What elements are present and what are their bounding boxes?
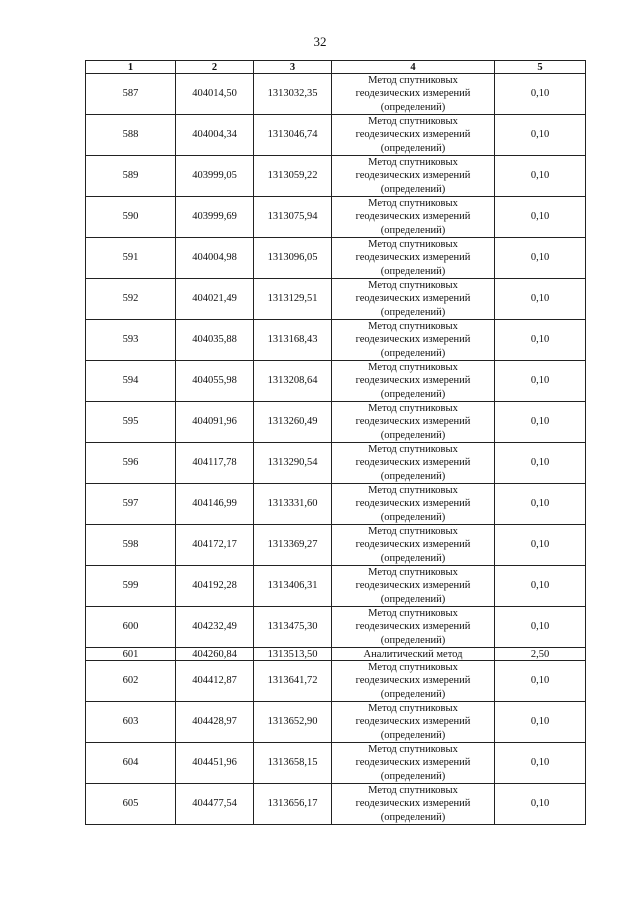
accuracy-value: 0,10 bbox=[495, 238, 586, 279]
method-line: геодезических измерений bbox=[355, 675, 471, 687]
accuracy-value: 0,10 bbox=[495, 784, 586, 825]
method-line: Метод спутниковых bbox=[368, 662, 458, 674]
method-line: геодезических измерений bbox=[355, 498, 471, 510]
method-line: геодезических измерений bbox=[355, 798, 471, 810]
coordinate-y: 1313641,72 bbox=[254, 661, 332, 702]
accuracy-value: 0,10 bbox=[495, 702, 586, 743]
accuracy-value: 0,10 bbox=[495, 320, 586, 361]
method-line: геодезических измерений bbox=[355, 757, 471, 769]
method-line: геодезических измерений bbox=[355, 580, 471, 592]
accuracy-value: 0,10 bbox=[495, 525, 586, 566]
method-cell bbox=[332, 566, 495, 607]
method-line: (определений) bbox=[380, 347, 446, 359]
method-line: геодезических измерений bbox=[355, 293, 471, 305]
method-line: геодезических измерений bbox=[355, 375, 471, 387]
method-line: геодезических измерений bbox=[355, 170, 471, 182]
coordinate-y: 1313129,51 bbox=[254, 279, 332, 320]
method-line: (определений) bbox=[380, 688, 446, 700]
method-line: геодезических измерений bbox=[355, 716, 471, 728]
coordinate-x: 404035,88 bbox=[176, 320, 254, 361]
method-line: Метод спутниковых bbox=[368, 116, 458, 128]
accuracy-value: 0,10 bbox=[495, 74, 586, 115]
coordinate-y: 1313475,30 bbox=[254, 607, 332, 648]
accuracy-value: 0,10 bbox=[495, 197, 586, 238]
coordinate-x: 404412,87 bbox=[176, 661, 254, 702]
method-line: Метод спутниковых bbox=[368, 608, 458, 620]
table-row bbox=[86, 279, 586, 320]
accuracy-value: 0,10 bbox=[495, 661, 586, 702]
method-line: геодезических измерений bbox=[355, 252, 471, 264]
table-row bbox=[86, 115, 586, 156]
table-row bbox=[86, 607, 586, 648]
method-line: Метод спутниковых bbox=[368, 744, 458, 756]
accuracy-value: 0,10 bbox=[495, 484, 586, 525]
coordinate-x: 404260,84 bbox=[176, 648, 254, 661]
coordinate-x: 404232,49 bbox=[176, 607, 254, 648]
method-cell bbox=[332, 607, 495, 648]
point-number: 599 bbox=[86, 566, 176, 607]
method-line: Метод спутниковых bbox=[368, 526, 458, 538]
method-line: (определений) bbox=[380, 552, 446, 564]
coordinates-table bbox=[85, 60, 586, 825]
method-line: Метод спутниковых bbox=[368, 362, 458, 374]
method-line: геодезических измерений bbox=[355, 621, 471, 633]
point-number: 594 bbox=[86, 361, 176, 402]
method-cell bbox=[332, 443, 495, 484]
method-line: (определений) bbox=[380, 429, 446, 441]
header-row bbox=[86, 61, 586, 74]
coordinate-y: 1313369,27 bbox=[254, 525, 332, 566]
coordinate-x: 403999,69 bbox=[176, 197, 254, 238]
header-col-3: 3 bbox=[254, 61, 332, 74]
method-line: Метод спутниковых bbox=[368, 703, 458, 715]
method-line: (определений) bbox=[380, 224, 446, 236]
coordinate-x: 404021,49 bbox=[176, 279, 254, 320]
method-line: Метод спутниковых bbox=[368, 785, 458, 797]
coordinate-y: 1313656,17 bbox=[254, 784, 332, 825]
table-row bbox=[86, 661, 586, 702]
coordinate-x: 404055,98 bbox=[176, 361, 254, 402]
coordinate-y: 1313046,74 bbox=[254, 115, 332, 156]
method-line: Метод спутниковых bbox=[368, 403, 458, 415]
accuracy-value: 0,10 bbox=[495, 156, 586, 197]
method-line: Метод спутниковых bbox=[368, 444, 458, 456]
method-line: (определений) bbox=[380, 470, 446, 482]
table-row bbox=[86, 402, 586, 443]
point-number: 596 bbox=[86, 443, 176, 484]
method-cell bbox=[332, 784, 495, 825]
header-col-5: 5 bbox=[495, 61, 586, 74]
coordinate-x: 404004,34 bbox=[176, 115, 254, 156]
method-line: (определений) bbox=[380, 593, 446, 605]
table-row bbox=[86, 648, 586, 661]
coordinate-y: 1313096,05 bbox=[254, 238, 332, 279]
method-line: Метод спутниковых bbox=[368, 157, 458, 169]
coordinate-y: 1313652,90 bbox=[254, 702, 332, 743]
table-row bbox=[86, 525, 586, 566]
method-line: (определений) bbox=[380, 183, 446, 195]
coordinate-y: 1313406,31 bbox=[254, 566, 332, 607]
point-number: 593 bbox=[86, 320, 176, 361]
coordinate-x: 404091,96 bbox=[176, 402, 254, 443]
method-cell bbox=[332, 74, 495, 115]
table-row bbox=[86, 74, 586, 115]
method-line: (определений) bbox=[380, 142, 446, 154]
table-row bbox=[86, 484, 586, 525]
point-number: 587 bbox=[86, 74, 176, 115]
point-number: 604 bbox=[86, 743, 176, 784]
header-col-4: 4 bbox=[332, 61, 495, 74]
point-number: 590 bbox=[86, 197, 176, 238]
coordinate-y: 1313290,54 bbox=[254, 443, 332, 484]
accuracy-value: 0,10 bbox=[495, 115, 586, 156]
method-cell bbox=[332, 484, 495, 525]
coordinate-y: 1313658,15 bbox=[254, 743, 332, 784]
method-line: (определений) bbox=[380, 388, 446, 400]
point-number: 600 bbox=[86, 607, 176, 648]
method-line: геодезических измерений bbox=[355, 129, 471, 141]
method-line: Метод спутниковых bbox=[368, 239, 458, 251]
method-cell bbox=[332, 279, 495, 320]
method-cell bbox=[332, 743, 495, 784]
method-line: (определений) bbox=[380, 811, 446, 823]
coordinate-x: 404117,78 bbox=[176, 443, 254, 484]
table-row bbox=[86, 443, 586, 484]
coordinate-x: 404451,96 bbox=[176, 743, 254, 784]
coordinate-y: 1313059,22 bbox=[254, 156, 332, 197]
method-line: Метод спутниковых bbox=[368, 485, 458, 497]
method-line: (определений) bbox=[380, 265, 446, 277]
table-row bbox=[86, 743, 586, 784]
page-number: 32 bbox=[313, 34, 327, 49]
table-row bbox=[86, 238, 586, 279]
table-row bbox=[86, 197, 586, 238]
point-number: 601 bbox=[86, 648, 176, 661]
method-line: (определений) bbox=[380, 634, 446, 646]
method-cell bbox=[332, 661, 495, 702]
point-number: 595 bbox=[86, 402, 176, 443]
coordinate-y: 1313168,43 bbox=[254, 320, 332, 361]
point-number: 592 bbox=[86, 279, 176, 320]
method-line: Метод спутниковых bbox=[368, 280, 458, 292]
method-line: (определений) bbox=[380, 306, 446, 318]
table-row bbox=[86, 156, 586, 197]
method-line: Метод спутниковых bbox=[368, 321, 458, 333]
method-line: (определений) bbox=[380, 729, 446, 741]
coordinate-y: 1313075,94 bbox=[254, 197, 332, 238]
method-cell bbox=[332, 702, 495, 743]
header-col-1: 1 bbox=[86, 61, 176, 74]
table-row bbox=[86, 784, 586, 825]
coordinate-x: 404172,17 bbox=[176, 525, 254, 566]
coordinate-y: 1313331,60 bbox=[254, 484, 332, 525]
coordinate-x: 404192,28 bbox=[176, 566, 254, 607]
method-line: геодезических измерений bbox=[355, 88, 471, 100]
method-line: Метод спутниковых bbox=[368, 198, 458, 210]
accuracy-value: 0,10 bbox=[495, 402, 586, 443]
coordinate-x: 404004,98 bbox=[176, 238, 254, 279]
coordinate-x: 404146,99 bbox=[176, 484, 254, 525]
accuracy-value: 0,10 bbox=[495, 361, 586, 402]
method-line: геодезических измерений bbox=[355, 211, 471, 223]
method-line: геодезических измерений bbox=[355, 416, 471, 428]
table-row bbox=[86, 320, 586, 361]
method-line: (определений) bbox=[380, 511, 446, 523]
method-cell bbox=[332, 156, 495, 197]
method-line: Метод спутниковых bbox=[368, 75, 458, 87]
accuracy-value: 0,10 bbox=[495, 607, 586, 648]
coordinate-x: 403999,05 bbox=[176, 156, 254, 197]
method-cell bbox=[332, 238, 495, 279]
coordinate-x: 404428,97 bbox=[176, 702, 254, 743]
method-line: (определений) bbox=[380, 770, 446, 782]
accuracy-value: 0,10 bbox=[495, 743, 586, 784]
method-cell bbox=[332, 320, 495, 361]
header-col-2: 2 bbox=[176, 61, 254, 74]
method-line: геодезических измерений bbox=[355, 457, 471, 469]
point-number: 602 bbox=[86, 661, 176, 702]
table-row bbox=[86, 361, 586, 402]
coordinate-x: 404477,54 bbox=[176, 784, 254, 825]
accuracy-value: 0,10 bbox=[495, 443, 586, 484]
point-number: 597 bbox=[86, 484, 176, 525]
accuracy-value: 0,10 bbox=[495, 279, 586, 320]
method-cell bbox=[332, 197, 495, 238]
accuracy-value: 0,10 bbox=[495, 566, 586, 607]
method-cell bbox=[332, 361, 495, 402]
coordinate-y: 1313208,64 bbox=[254, 361, 332, 402]
coordinate-y: 1313260,49 bbox=[254, 402, 332, 443]
method-line: (определений) bbox=[380, 101, 446, 113]
coordinate-y: 1313032,35 bbox=[254, 74, 332, 115]
point-number: 605 bbox=[86, 784, 176, 825]
table-row bbox=[86, 566, 586, 607]
method-cell: Аналитический метод bbox=[332, 648, 495, 661]
point-number: 588 bbox=[86, 115, 176, 156]
method-cell bbox=[332, 115, 495, 156]
point-number: 589 bbox=[86, 156, 176, 197]
coordinate-x: 404014,50 bbox=[176, 74, 254, 115]
method-line: геодезических измерений bbox=[355, 539, 471, 551]
method-line: геодезических измерений bbox=[355, 334, 471, 346]
table-row bbox=[86, 702, 586, 743]
point-number: 598 bbox=[86, 525, 176, 566]
accuracy-value: 2,50 bbox=[495, 648, 586, 661]
point-number: 603 bbox=[86, 702, 176, 743]
point-number: 591 bbox=[86, 238, 176, 279]
method-cell bbox=[332, 525, 495, 566]
method-line: Метод спутниковых bbox=[368, 567, 458, 579]
coordinate-y: 1313513,50 bbox=[254, 648, 332, 661]
method-cell bbox=[332, 402, 495, 443]
